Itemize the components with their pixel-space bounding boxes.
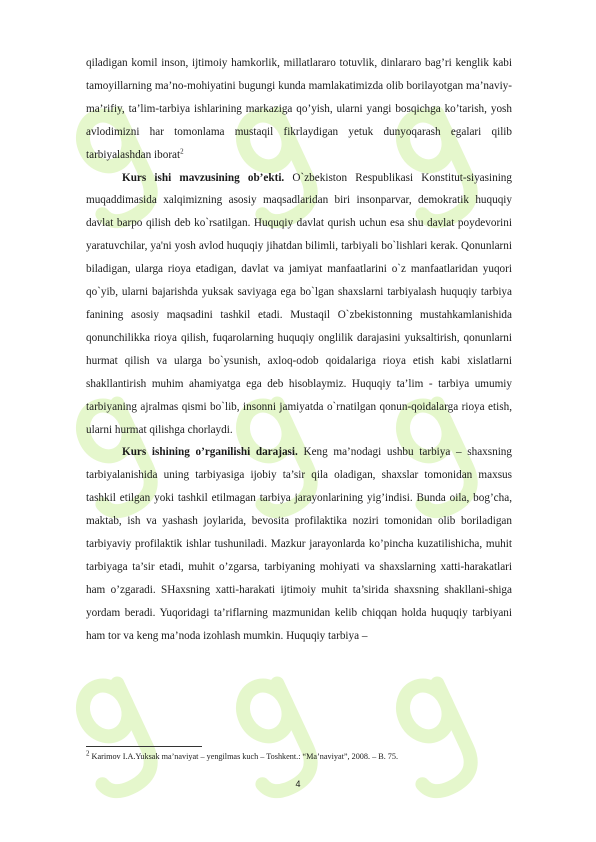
paragraph-text: O`zbekiston Respublikasi Konstitut-siyasining muqaddimasida xalqimizning asosiy maqsadlaridan biri insonparvar, demokratik huquqiy davlat barpo qilish deb ko`rsatilgan. Huquqiy davlat qurish uchun esa shu davlat poydevorini yaratuvchilar, ya'ni yosh avlod huquqiy jihatdan bilimli, tarbiyali bo`lishlari kerak. Qonunlarni biladigan, ularga rioya etadigan, davlat va jamiyat manfaatlarini o`z manfaatlaridan yuqori qo`yib, ularni bajarishda yuksak saviyaga ega bo`lgan shaxslarni tarbiyalash huquqiy tarbiya fanining asosiy maqsadini tashkil etadi. Mustaqil O`zbekistonning mustahkamlanishida qonunchilikka rioya qilish, fuqarolarning huquqiy onglilik darajasini yuksaltirish, qonunlarni hurmat qilish va ularga bo`ysunish, axloq-odob qoidalariga rioya etish kabi xislatlarni shakllantirish muhim ahamiyatga ega deb hisoblaymiz. Huquqiy ta’lim - tarbiya umumiy tarbiyaning ajralmas qismi bo`lib, insonni jamiyatda o`rnatilgan qonun-qoidalarga rioya etish, ularni hurmat qilishga chorlaydi. [86, 171, 512, 436]
page-number: 4 [295, 779, 301, 789]
footnote-text: Karimov I.A.Yuksak ma’naviyat – yengilmas kuch – Toshkent.: “Ma’naviyat”, 2008. – B. 75. [89, 752, 399, 761]
section-heading: Kurs ishining o’rganilishi darajasi. [122, 446, 298, 459]
paragraph-3 [86, 441, 512, 647]
paragraph-text: qiladigan komil inson, ijtimoiy hamkorlik, millatlararo totuvlik, dinlararo bag’ri kenglik kabi tamoyillarning ma’no-mohiyatini bugungi kunda mamlakatimizda olib borilayotgan ma’naviy-ma’rifiy, ta’lim-tarbiya ishlarining markaziga qo’yish, ularni yangi bosqichga ko’tarish, yosh avlodimizni har tomonlama mustaqil fikrlaydigan yetuk dunyoqarash egalari qilib tarbiyalashdan iborat [86, 57, 512, 161]
footnote [86, 751, 516, 762]
main-text [86, 52, 512, 648]
paragraph-text: Keng ma’nodagi ushbu tarbiya – shaxsning tarbiyalanishida uning tarbiyasiga ijobiy ta’sir qila oladigan, shaxslar tomonidan maxsus tashkil etilgan yoki tashkil etilmagan tarbiya jarayonlarining yig’indisi. Bunda oila, bog’cha, maktab, ish va yashash joylarida, bevosita profilaktika noziri tomonidan olib boriladigan tarbiyaviy profilaktik ishlar tushuniladi. Mazkur jarayonlarda ko’pincha kuzatilishicha, muhit tarbiyaga ta’sir etadi, muhit o’zgarsa, tarbiyaning mohiyati va shaxslarning xatti-harakatlari ham o’zgaradi. SHaxsning xatti-harakati ijtimoiy muhit ta’sirida shaxsning shakllani-shiga yordam beradi. Yuqoridagi ta’riflarning mazmunidan kelib chiqqan holda huquqiy tarbiyani ham tor va keng ma’noda izohlash mumkin. Huquqiy tarbiya – [86, 446, 512, 642]
paragraph-1 [86, 52, 512, 167]
paragraph-2 [86, 167, 512, 442]
footnote-divider [86, 746, 202, 747]
footnote-ref: 2 [180, 146, 184, 155]
footnote-marker: 2 [86, 749, 90, 758]
section-heading: Kurs ishi mavzusining ob’ekti. [122, 171, 285, 184]
